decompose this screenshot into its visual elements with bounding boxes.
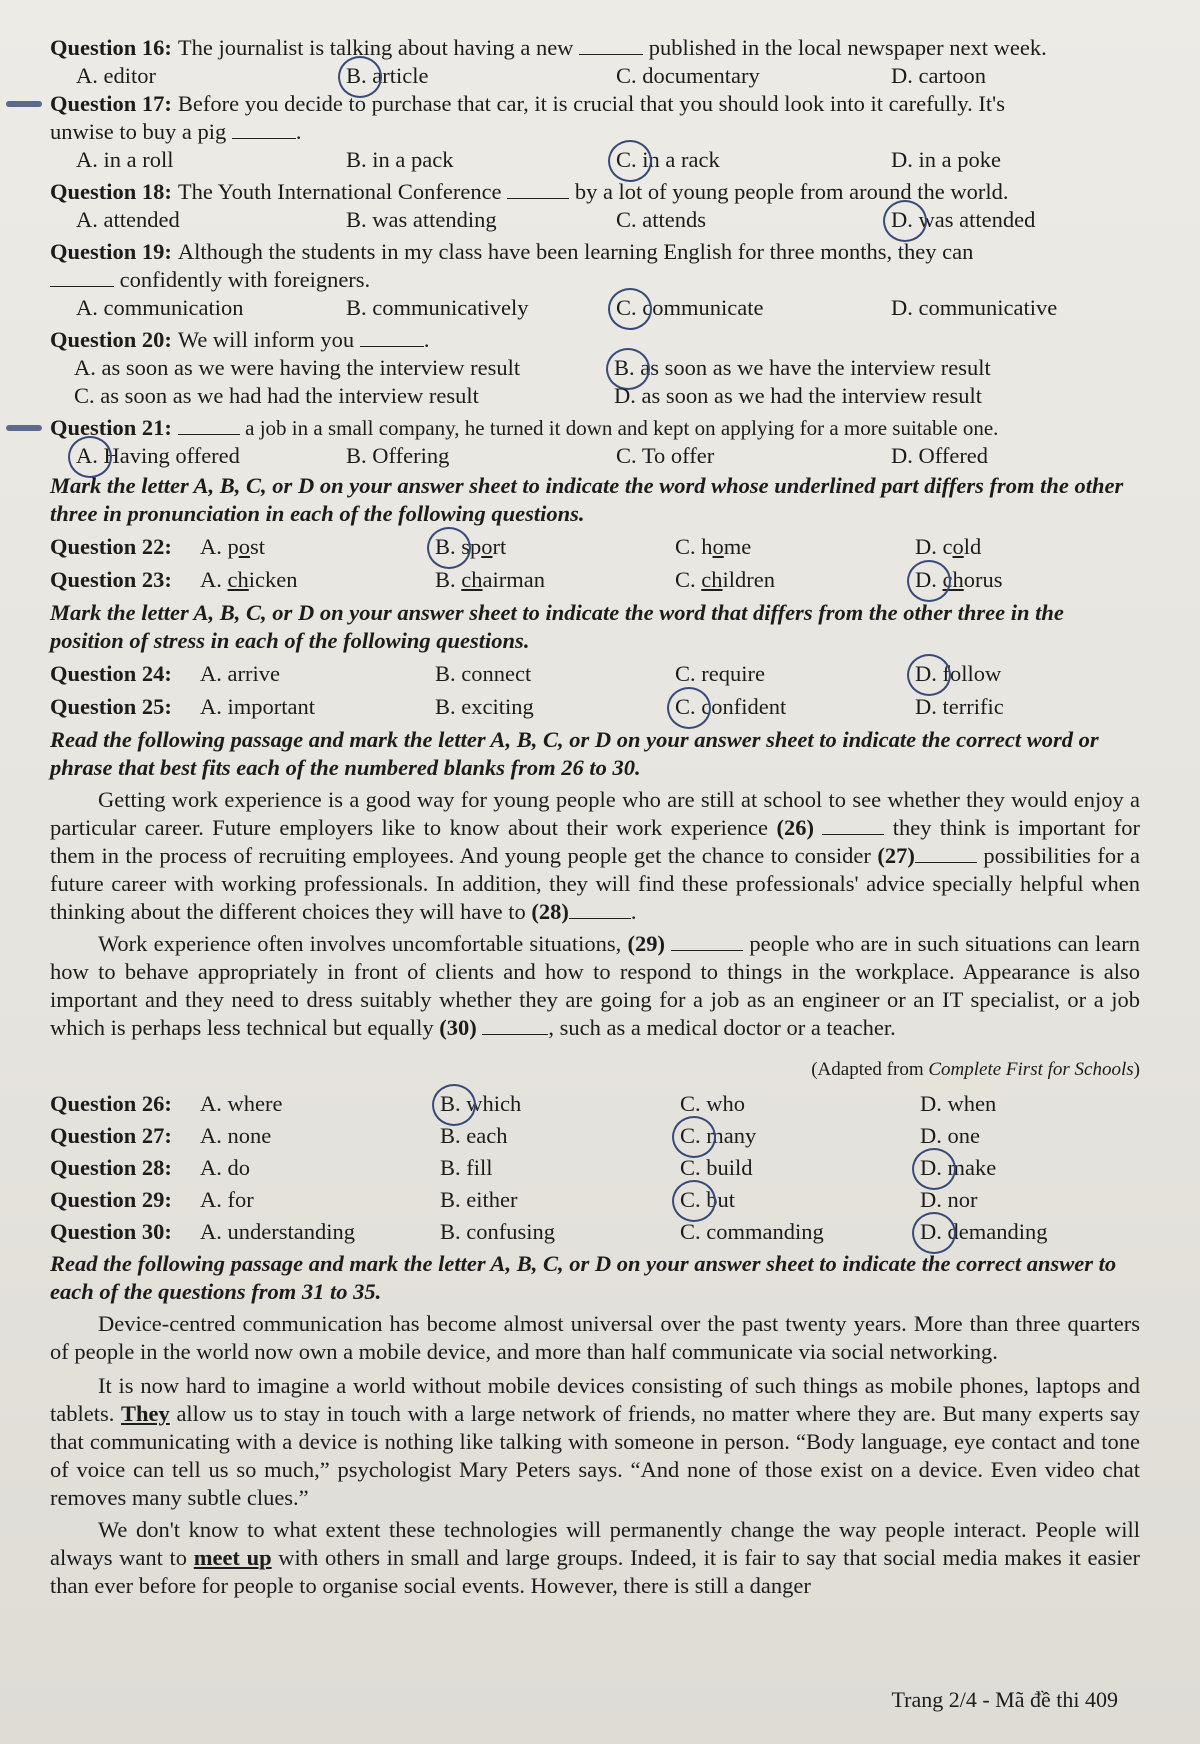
question-18	[50, 178, 1140, 234]
question-stem-cont: unwise to buy a pig .	[50, 119, 302, 144]
question-16	[50, 34, 1140, 90]
option-c: C. documentary	[616, 63, 760, 88]
option-c-circled: C. but	[680, 1186, 920, 1214]
question-stem: The Youth International Conference by a lot of young people from around the world.	[177, 179, 1009, 204]
passage-paragraph: Work experience often involves uncomfortable situations, (29) people who are in such situations can learn how to behave appropriately in front of clients and how to respond to things in the workplace. Appearance is also important and they need to dress suitably whether they are going for a job as an engineer or an IT specialist, or a job which is perhaps less technical but equally (30) , such as a medical doctor or a teacher.	[50, 931, 1141, 1040]
instruction-cloze: Read the following passage and mark the letter A, B, C, or D on your answer sheet to indicate the correct word or phrase that best fits each of the numbered blanks from 26 to 30.	[50, 727, 1099, 780]
option-d: D. nor	[920, 1187, 978, 1212]
option-b: B. each	[440, 1123, 508, 1148]
question-stem: Although the students in my class have been learning English for three months, they can	[177, 239, 974, 264]
question-23	[50, 566, 1140, 594]
option-c-circled: C. confident	[675, 693, 915, 721]
option-b: B. was attending	[346, 207, 497, 232]
option-a: A. for	[200, 1187, 254, 1212]
option-a: A. post	[200, 534, 266, 559]
question-label: Question 19:	[50, 239, 172, 264]
option-d-circled: D. follow	[915, 660, 1085, 688]
question-label: Question 17:	[50, 91, 172, 116]
option-b: B. chairman	[435, 567, 545, 592]
question-stem: Before you decide to purchase that car, it is crucial that you should look into it carefully. It's	[177, 91, 1005, 116]
option-d: D. Offered	[891, 443, 989, 468]
option-a: A. where	[200, 1091, 283, 1116]
question-19	[50, 238, 1140, 322]
option-c: C. attends	[616, 207, 706, 232]
option-a: A. as soon as we were having the interview result	[74, 355, 521, 380]
option-c-circled: C. communicate	[616, 294, 891, 322]
option-a: A. chicken	[200, 567, 298, 592]
option-b: B. confusing	[440, 1219, 555, 1244]
question-stem: a job in a small company, he turned it down and kept on applying for a more suitable one.	[178, 414, 999, 442]
question-stem-cont: confidently with foreigners.	[50, 266, 1140, 294]
question-25	[50, 693, 1140, 721]
option-c: C. commanding	[680, 1219, 824, 1244]
option-a: A. communication	[76, 295, 244, 320]
question-17	[50, 90, 1140, 174]
option-b-circled: B. which	[440, 1090, 680, 1118]
instruction-stress: Mark the letter A, B, C, or D on your answer sheet to indicate the word that differs from the other three in the position of stress in each of the following questions.	[50, 600, 1064, 653]
option-d: D. in a poke	[891, 147, 1001, 172]
option-a: A. attended	[76, 207, 180, 232]
option-d: D. when	[920, 1091, 997, 1116]
option-b-circled: B. article	[346, 62, 616, 90]
option-c-circled: C. many	[680, 1122, 920, 1150]
question-label: Question 20:	[50, 327, 172, 352]
option-b-circled: B. sport	[435, 533, 675, 561]
question-label: Question 27:	[50, 1123, 172, 1148]
question-label: Question 21:	[50, 415, 172, 440]
option-c: C. children	[675, 567, 775, 592]
option-d: D. cold	[915, 534, 982, 559]
option-d-circled: D. demanding	[920, 1218, 1100, 1246]
option-c: C. require	[675, 661, 765, 686]
pen-mark	[6, 101, 42, 107]
option-d: D. one	[920, 1123, 980, 1148]
option-b: B. communicatively	[346, 295, 529, 320]
option-a: A. none	[200, 1123, 272, 1148]
option-d-circled: D. chorus	[915, 566, 1085, 594]
option-a-circled: A. Having offered	[76, 442, 346, 470]
question-label: Question 30:	[50, 1219, 172, 1244]
option-a: A. do	[200, 1155, 250, 1180]
passage-source: (Adapted from Complete First for Schools)	[811, 1059, 1140, 1080]
question-label: Question 22:	[50, 534, 172, 559]
instruction-pronunciation: Mark the letter A, B, C, or D on your answer sheet to indicate the word whose underlined part differs from the other three in pronunciation in each of the following questions.	[50, 473, 1124, 526]
pen-mark	[6, 425, 42, 431]
question-26	[50, 1090, 1140, 1118]
question-28	[50, 1154, 1140, 1182]
question-label: Question 26:	[50, 1091, 172, 1116]
question-27	[50, 1122, 1140, 1150]
question-label: Question 16:	[50, 35, 172, 60]
option-a: A. in a roll	[76, 147, 174, 172]
option-d: D. terrific	[915, 694, 1004, 719]
option-b: B. connect	[435, 661, 532, 686]
passage-paragraph: Device-centred communication has become almost universal over the past twenty years. More than three quarters of people in the world now own a mobile device, and more than half communicate via social networking.	[50, 1311, 1140, 1364]
option-c: C. build	[680, 1155, 753, 1180]
question-label: Question 23:	[50, 567, 172, 592]
option-a: A. editor	[76, 63, 156, 88]
page-footer: Trang 2/4 - Mã đề thi 409	[891, 1687, 1118, 1712]
question-22	[50, 533, 1140, 561]
option-b: B. fill	[440, 1155, 493, 1180]
cloze-passage	[50, 786, 1140, 1042]
question-24	[50, 660, 1140, 688]
option-a: A. arrive	[200, 661, 280, 686]
question-label: Question 28:	[50, 1155, 172, 1180]
option-d-circled: D. make	[920, 1154, 1100, 1182]
option-c: C. who	[680, 1091, 746, 1116]
question-29	[50, 1186, 1140, 1214]
passage-paragraph: We don't know to what extent these technologies will permanently change the way people interact. People will always want to meet up with others in small and large groups. Indeed, it is fair to say that social media makes it easier than ever before for people to organise social events. However, there is still a danger	[50, 1517, 1141, 1598]
question-label: Question 29:	[50, 1187, 172, 1212]
question-20	[50, 326, 1140, 410]
option-c-circled: C. in a rack	[616, 146, 891, 174]
question-21	[50, 414, 1140, 470]
option-b: B. in a pack	[346, 147, 454, 172]
question-label: Question 24:	[50, 661, 172, 686]
question-label: Question 25:	[50, 694, 172, 719]
option-d: D. as soon as we had the interview result	[614, 383, 983, 408]
option-b-circled: B. as soon as we have the interview result	[614, 354, 1154, 382]
option-d: D. cartoon	[891, 63, 986, 88]
option-a: A. important	[200, 694, 315, 719]
question-label: Question 18:	[50, 179, 172, 204]
passage-paragraph: It is now hard to imagine a world without mobile devices consisting of such things as mobile phones, laptops and tablets. They allow us to stay in touch with a large network of friends, no matter where they are. But many experts say that communicating with a device is nothing like talking with someone in person. “Body language, eye contact and tone of voice can tell us so much,” psychologist Mary Peters says. “And none of those exist on a device. Even video chat removes many subtle clues.”	[50, 1373, 1141, 1510]
reading-passage	[50, 1310, 1140, 1600]
question-30	[50, 1218, 1140, 1246]
option-d: D. communicative	[891, 295, 1058, 320]
option-c: C. home	[675, 534, 752, 559]
option-b: B. either	[440, 1187, 518, 1212]
option-b: B. Offering	[346, 443, 450, 468]
option-c: C. To offer	[616, 443, 715, 468]
instruction-reading: Read the following passage and mark the letter A, B, C, or D on your answer sheet to indicate the correct answer to each of the questions from 31 to 35.	[50, 1251, 1117, 1304]
option-d-circled: D. was attended	[891, 206, 1131, 234]
passage-paragraph: Getting work experience is a good way for young people who are still at school to see whether they would enjoy a particular career. Future employers like to know about their work experience (26) they think is important for them in the process of recruiting employees. And young people get the chance to consider (27) possibilities for a future career with working professionals. In addition, they will find these professionals' advice specially helpful when thinking about the different choices they will have to (28) .	[50, 787, 1141, 924]
option-a: A. understanding	[200, 1219, 355, 1244]
option-b: B. exciting	[435, 694, 534, 719]
option-c: C. as soon as we had had the interview result	[74, 383, 479, 408]
question-stem: We will inform you .	[177, 327, 430, 352]
question-stem: The journalist is talking about having a new published in the local newspaper next week.	[177, 35, 1047, 60]
